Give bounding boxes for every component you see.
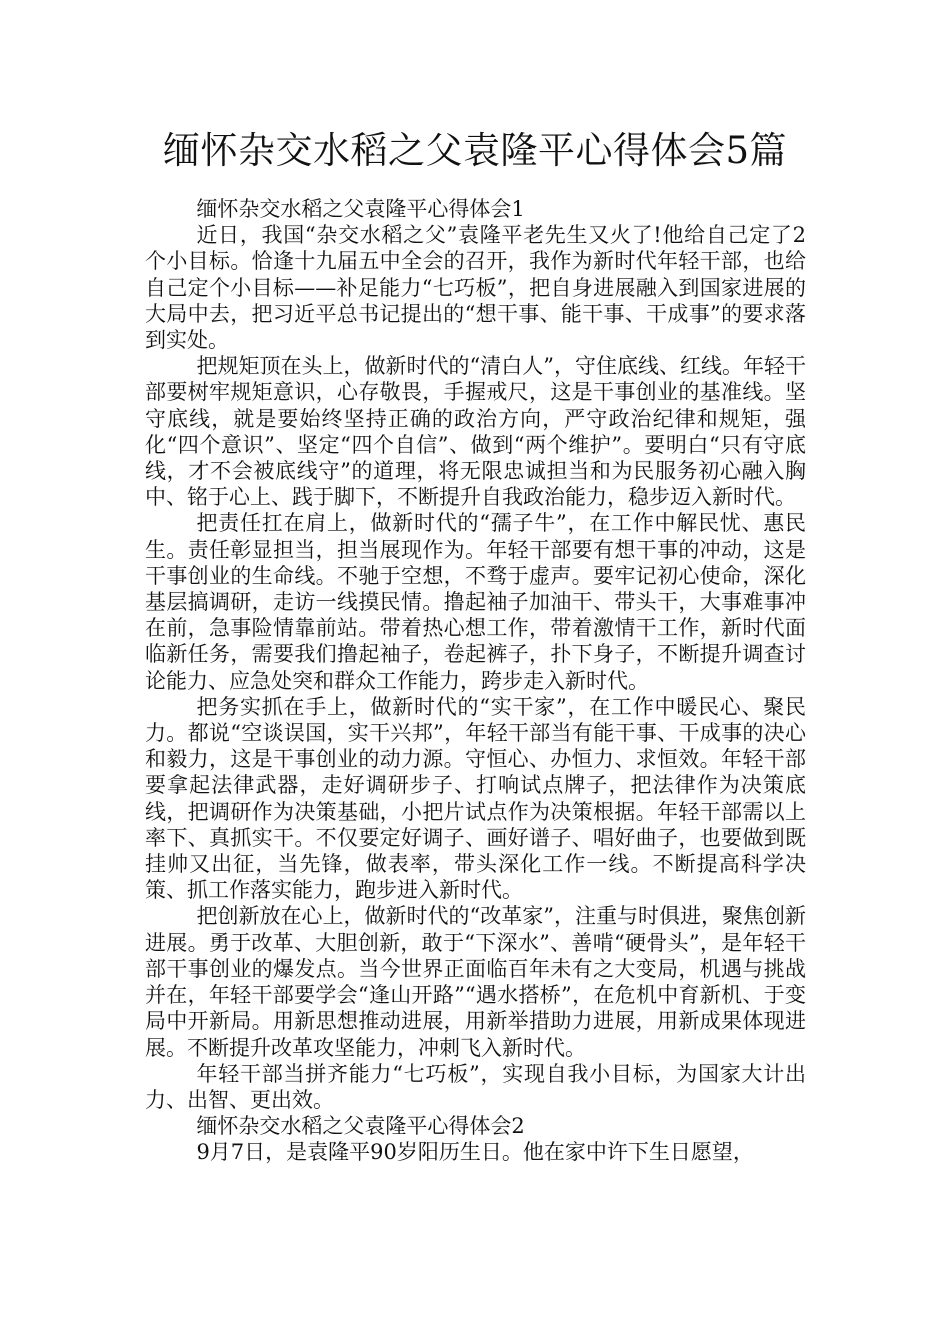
document-title: 缅怀杂交水稻之父袁隆平心得体会5篇 — [162, 129, 788, 172]
paragraph: 把创新放在心上，做新时代的“改革家”，注重与时俱进，聚焦创新进展。勇于改革、大胆创新，敢于“下深水”、善啃“硬骨头”，是年轻干部干事创业的爆发点。当今世界正面临百年未有之大变局，机遇与挑战并在，年轻干部要学会“逢山开路”“遇水搭桥”，在危机中育新机、于变局中开新局。用新思想推动进展，用新举措助力进展，用新成果体现进展。不断提升改革攻坚能力，冲刺飞入新时代。 — [145, 904, 806, 1060]
paragraph: 9月7日，是袁隆平90岁阳历生日。他在家中许下生日愿望， — [196, 1140, 754, 1165]
paragraph: 近日，我国“杂交水稻之父”袁隆平老先生又火了!他给自己定了2个小目标。恰逢十九届五中全会的召开，我作为新时代年轻干部，也给自己定个小目标——补足能力“七巧板”，把自身进展融入到国家进展的大局中去，把习近平总书记提出的“想干事、能干事、干成事”的要求落到实处。 — [145, 223, 806, 353]
paragraph: 把规矩顶在头上，做新时代的“清白人”，守住底线、红线。年轻干部要树牢规矩意识，心存敬畏，手握戒尺，这是干事创业的基准线。坚守底线，就是要始终坚持正确的政治方向，严守政治纪律和规矩，强化“四个意识”、坚定“四个自信”、做到“两个维护”。要明白“只有守底线，才不会被底线守”的道理，将无限忠诚担当和为民服务初心融入胸中、铭于心上、践于脚下，不断提升自我政治能力，稳步迈入新时代。 — [145, 354, 806, 510]
paragraph: 把责任扛在肩上，做新时代的“孺子牛”，在工作中解民忧、惠民生。责任彰显担当，担当展现作为。年轻干部要有想干事的冲动，这是干事创业的生命线。不驰于空想，不骛于虚声。要牢记初心使命，深化基层搞调研，走访一线摸民情。撸起袖子加油干、带头干，大事难事冲在前，急事险情靠前站。带着热心想工作，带着激情干工作，新时代面临新任务，需要我们撸起袖子，卷起裤子，扑下身子，不断提升调查讨论能力、应急处突和群众工作能力，跨步走入新时代。 — [145, 511, 806, 693]
paragraph: 把务实抓在手上，做新时代的“实干家”，在工作中暖民心、聚民力。都说“空谈误国，实干兴邦”，年轻干部当有能干事、干成事的决心和毅力，这是干事创业的动力源。守恒心、办恒力、求恒效。年轻干部要拿起法律武器，走好调研步子、打响试点牌子，把法律作为决策底线，把调研作为决策基础，小把片试点作为决策根据。年轻干部需以上率下、真抓实干。不仅要定好调子、画好谱子、唱好曲子，也要做到既挂帅又出征，当先锋，做表率，带头深化工作一线。不断提高科学决策、抓工作落实能力，跑步进入新时代。 — [145, 694, 806, 903]
section-heading-1: 缅怀杂交水稻之父袁隆平心得体会1 — [196, 197, 525, 221]
paragraph: 年轻干部当拼齐能力“七巧板”，实现自我小目标，为国家大计出力、出智、更出效。 — [145, 1061, 806, 1112]
document-body — [145, 196, 806, 1166]
section-heading-2: 缅怀杂交水稻之父袁隆平心得体会2 — [196, 1114, 525, 1139]
